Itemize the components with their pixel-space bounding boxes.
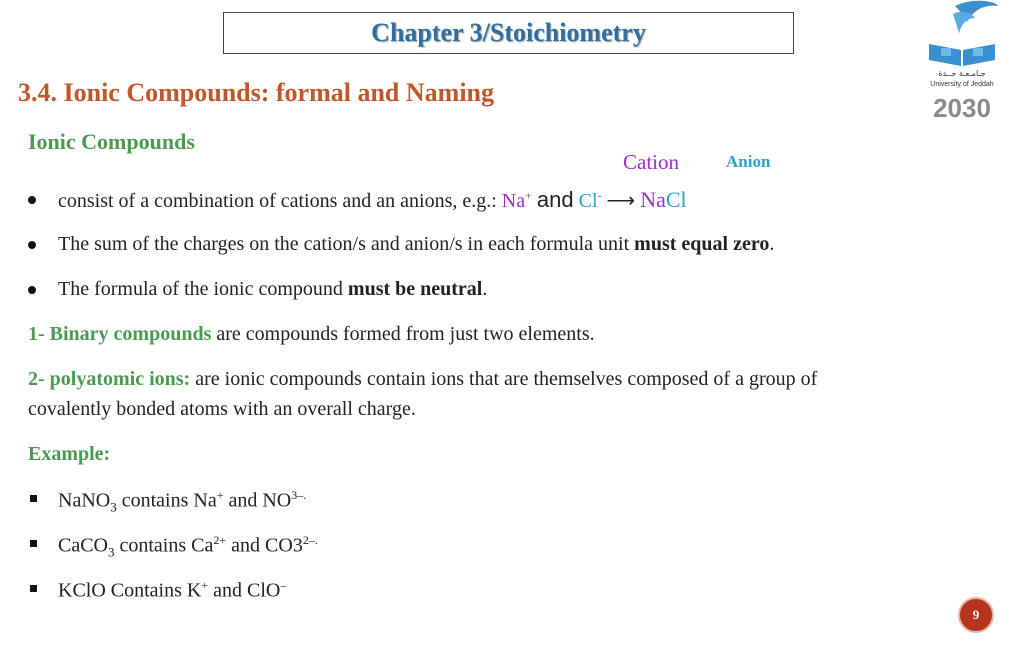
page-number-badge [958,597,994,633]
title-box [223,12,794,54]
example-1-mid-sup: + [216,488,224,502]
example-1-sub: 3 [110,499,117,515]
example-1-and: and NO [223,489,292,512]
bullet-3 [58,278,487,301]
and-word: and [536,187,574,212]
bullet-dot [28,241,36,249]
example-label: Example: [28,443,111,465]
example-1-mid: contains Na [116,489,217,512]
bullet-3-bold: must be neutral [347,278,483,300]
example-2 [58,533,318,561]
example-1 [58,488,306,516]
university-logo-icon [925,0,999,125]
example-3 [58,578,286,603]
reaction-arrow: ⟶ [606,190,636,212]
example-2-sub: 3 [108,544,115,560]
example-2-mid-sup: 2+ [213,533,227,547]
page-number: 9 [972,607,980,622]
bullet-1-text: consist of a combination of cations and an anions, e.g.: [58,190,502,212]
na-symbol: Na [501,190,526,212]
binary-compounds-line [28,323,595,346]
na-charge: + [525,188,532,203]
section-heading: 3.4. Ionic Compounds: formal and Naming [18,78,495,107]
binary-lead: 1- Binary compounds [28,323,212,345]
cation-label: Cation [623,150,679,174]
bullet-3-end: . [482,278,488,300]
cl-charge: - [597,188,602,203]
example-1-formula: NaNO [58,489,111,512]
bullet-dot [28,286,36,294]
bullet-2-end: . [769,233,775,255]
polyatomic-line [28,368,817,391]
university-logo [925,0,999,125]
example-2-and: and CO3 [226,534,303,557]
example-bullet [30,585,37,592]
example-3-end-sup: – [280,578,287,592]
example-2-end-sup: 2–. [302,533,318,547]
bullet-2 [58,233,774,256]
bullet-dot [28,196,36,204]
bullet-2-text: The sum of the charges on the cation/s and anion/s in each formula unit [58,233,635,255]
example-2-formula: CaCO [58,534,108,557]
product-na: Na [640,187,666,212]
example-bullet [30,495,37,502]
bullet-1 [58,187,687,213]
polyatomic-line-2: covalently bonded atoms with an overall charge. [28,398,416,420]
page-title: Chapter 3/Stoichiometry [371,18,646,47]
product-cl: Cl [665,187,687,212]
binary-text: are compounds formed from just two elements. [211,323,595,345]
example-3-mid-sup: + [201,578,209,592]
bullet-2-bold: must equal zero [634,233,770,255]
polyatomic-text: are ionic compounds contain ions that are themselves composed of a group of [190,368,818,390]
svg-text:جـامـعـة جــدة: جـامـعـة جــدة [938,69,986,78]
example-3-and: and ClO [208,579,281,602]
svg-text:University of Jeddah: University of Jeddah [930,81,994,88]
example-2-mid: contains Ca [114,534,214,557]
ionic-compounds-subheading: Ionic Compounds [28,129,195,154]
bullet-3-text: The formula of the ionic compound [58,278,348,300]
svg-text:2030: 2030 [933,93,991,123]
example-bullet [30,540,37,547]
example-3-formula: KClO Contains K [58,579,202,602]
example-1-end-sup: 3–. [291,488,307,502]
anion-label: Anion [726,152,771,171]
cl-symbol: Cl [578,190,598,212]
polyatomic-lead: 2- polyatomic ions: [28,368,191,390]
